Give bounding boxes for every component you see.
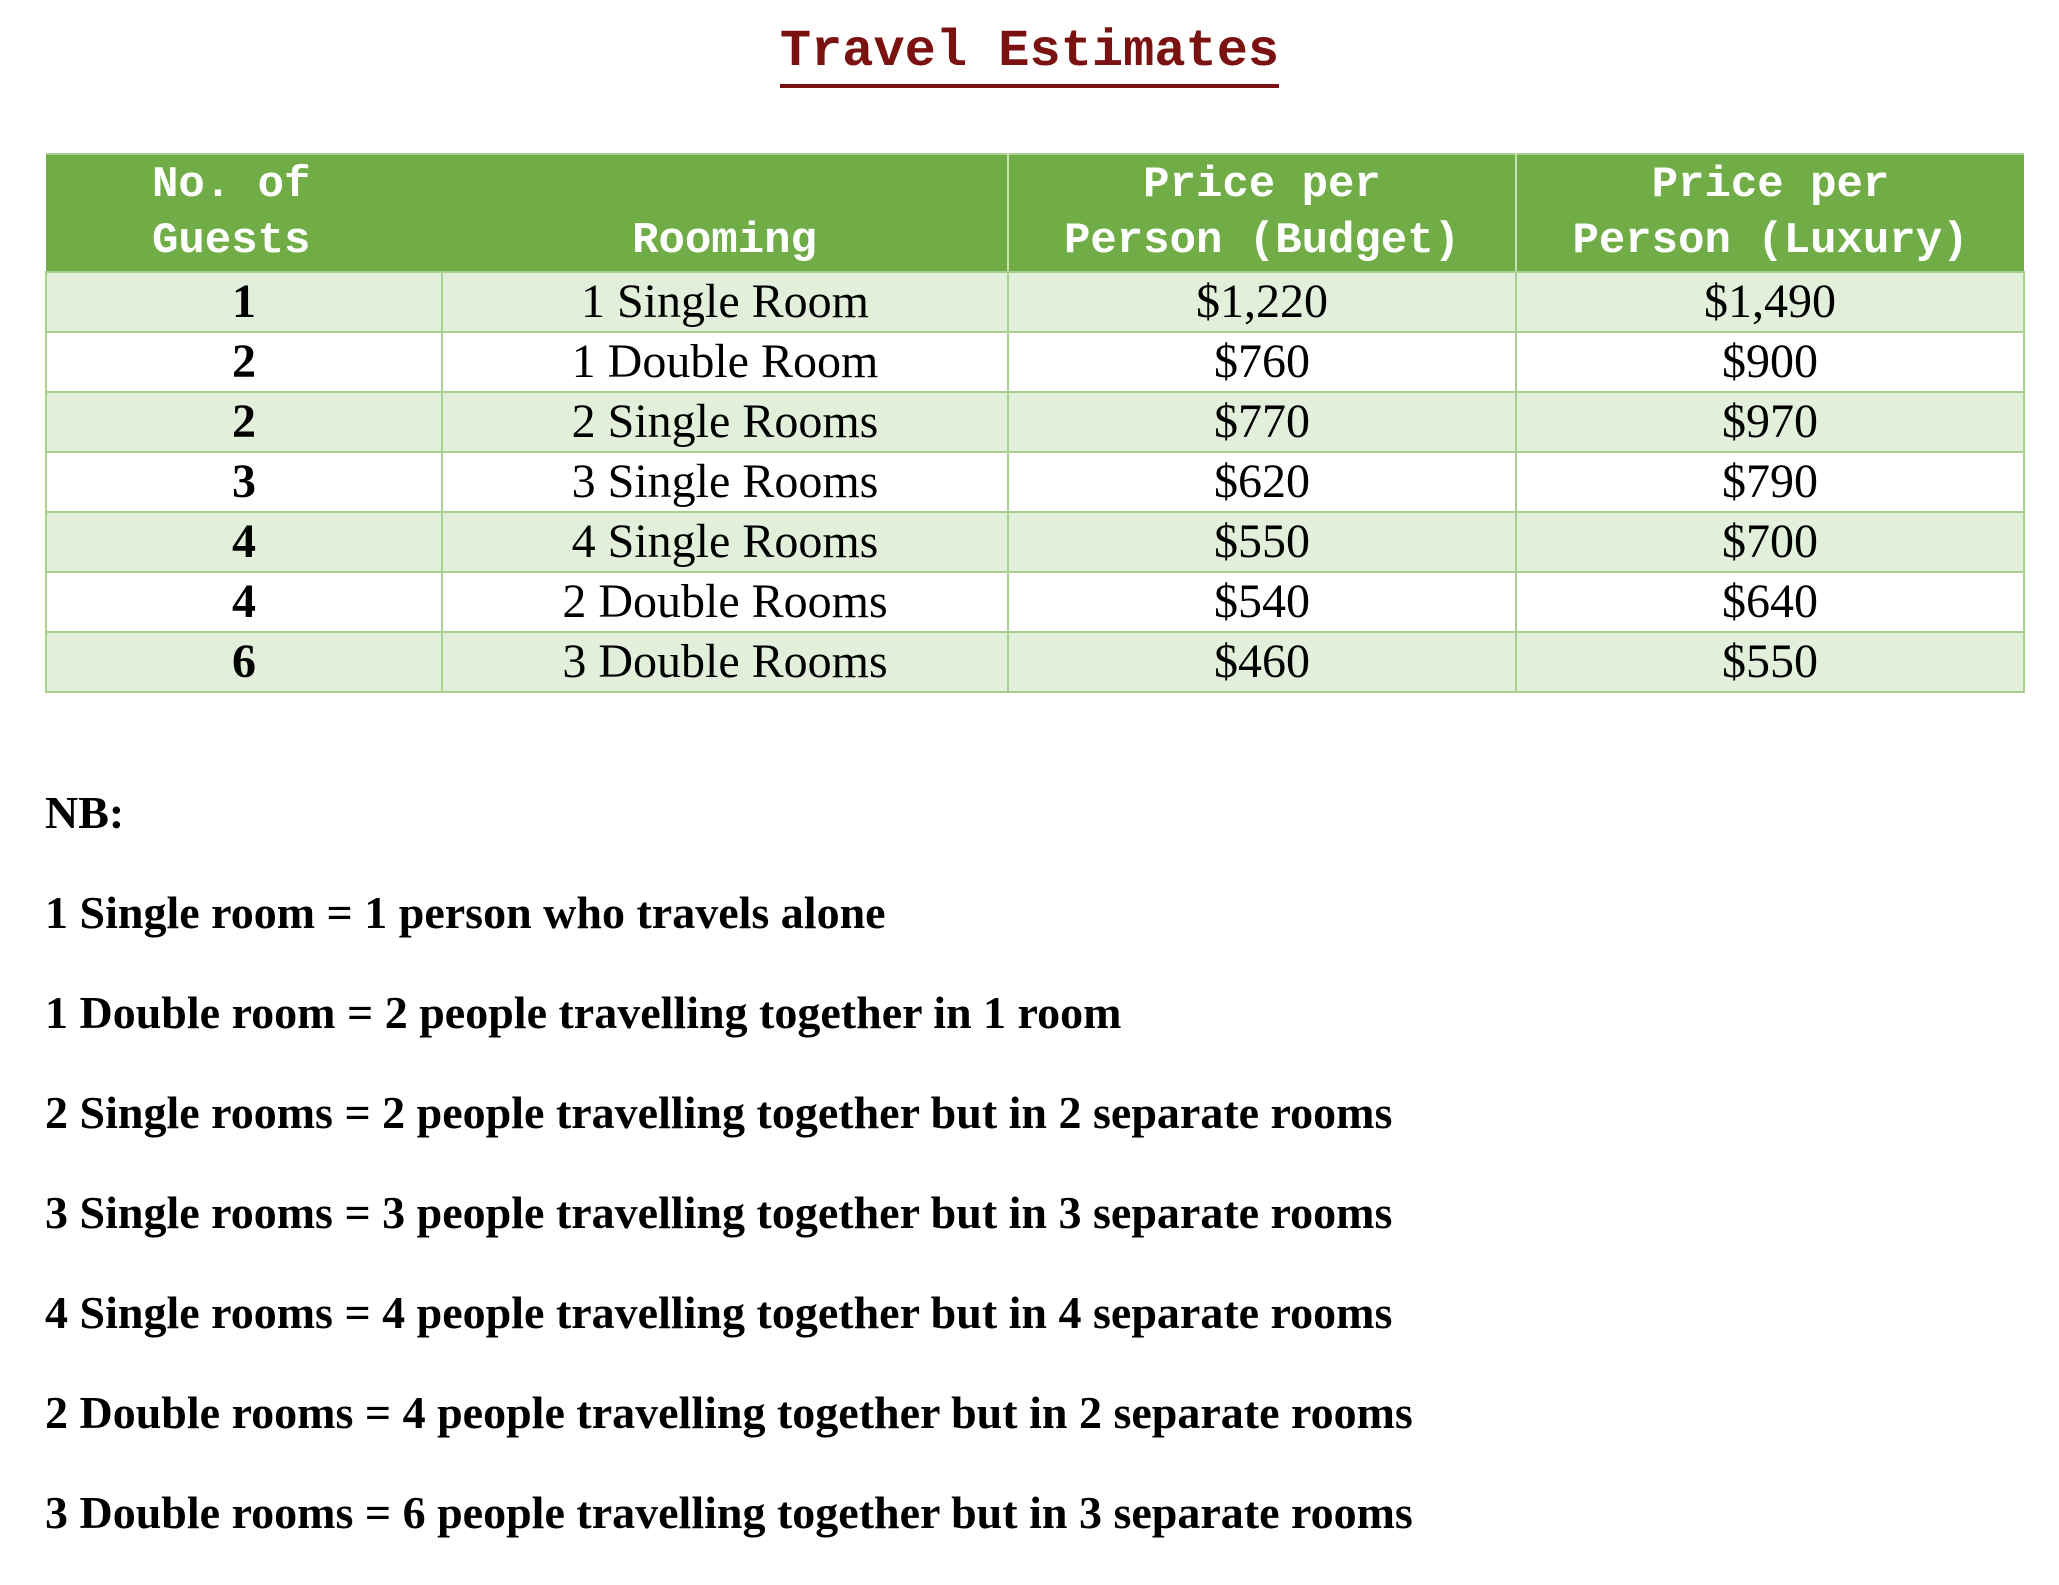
- note-line: 1 Single room = 1 person who travels alone: [45, 887, 886, 938]
- cell-guests: 6: [46, 632, 442, 692]
- cell-luxury-price: $550: [1516, 632, 2024, 692]
- page-title-text: Travel Estimates: [780, 20, 1279, 88]
- table-header-row: [46, 154, 2024, 272]
- header-rooming: [442, 154, 1008, 272]
- cell-budget-price: $760: [1008, 332, 1516, 392]
- cell-luxury-price: $640: [1516, 572, 2024, 632]
- cell-rooming: 4 Single Rooms: [442, 512, 1008, 572]
- header-guests-line-2: Guests: [152, 216, 311, 266]
- table-row: [46, 512, 2024, 572]
- header-rooming-label: Rooming: [632, 216, 817, 266]
- cell-luxury-price: $900: [1516, 332, 2024, 392]
- cell-guests: 2: [46, 392, 442, 452]
- note-line: 4 Single rooms = 4 people travelling together but in 4 separate rooms: [45, 1287, 1393, 1338]
- table-row: [46, 572, 2024, 632]
- header-guests-line-1: No. of: [152, 160, 311, 210]
- cell-budget-price: $460: [1008, 632, 1516, 692]
- notes-label: NB:: [45, 787, 125, 838]
- cell-luxury-price: $790: [1516, 452, 2024, 512]
- header-luxury-line-1: Price per: [1651, 160, 1890, 210]
- cell-budget-price: $770: [1008, 392, 1516, 452]
- cell-rooming: 3 Double Rooms: [442, 632, 1008, 692]
- cell-luxury-price: $700: [1516, 512, 2024, 572]
- cell-guests: 4: [46, 572, 442, 632]
- cell-rooming: 2 Double Rooms: [442, 572, 1008, 632]
- note-line: 3 Double rooms = 6 people travelling together but in 3 separate rooms: [45, 1487, 1413, 1538]
- cell-budget-price: $540: [1008, 572, 1516, 632]
- cell-rooming: 3 Single Rooms: [442, 452, 1008, 512]
- cell-budget-price: $620: [1008, 452, 1516, 512]
- cell-guests: 1: [46, 272, 442, 332]
- header-luxury: [1516, 154, 2024, 272]
- cell-guests: 4: [46, 512, 442, 572]
- table-row: [46, 392, 2024, 452]
- travel-estimates-table: [45, 153, 2025, 693]
- header-luxury-line-2: Person (Luxury): [1572, 216, 1969, 266]
- header-guests: [46, 154, 442, 272]
- note-line: 3 Single rooms = 3 people travelling together but in 3 separate rooms: [45, 1187, 1393, 1238]
- cell-rooming: 2 Single Rooms: [442, 392, 1008, 452]
- note-line: 2 Single rooms = 2 people travelling together but in 2 separate rooms: [45, 1087, 1393, 1138]
- cell-budget-price: $1,220: [1008, 272, 1516, 332]
- note-line: 2 Double rooms = 4 people travelling together but in 2 separate rooms: [45, 1387, 1413, 1438]
- cell-budget-price: $550: [1008, 512, 1516, 572]
- table-row: [46, 452, 2024, 512]
- note-line: 1 Double room = 2 people travelling together in 1 room: [45, 987, 1122, 1038]
- table-row: [46, 632, 2024, 692]
- page-title: [0, 20, 2059, 88]
- cell-luxury-price: $1,490: [1516, 272, 2024, 332]
- cell-guests: 2: [46, 332, 442, 392]
- cell-rooming: 1 Double Room: [442, 332, 1008, 392]
- table-row: [46, 272, 2024, 332]
- cell-guests: 3: [46, 452, 442, 512]
- header-budget-line-2: Person (Budget): [1063, 216, 1461, 266]
- table-row: [46, 332, 2024, 392]
- header-budget-line-1: Price per: [1143, 160, 1381, 210]
- notes-section: [45, 785, 1413, 1585]
- header-budget: [1008, 154, 1516, 272]
- cell-luxury-price: $970: [1516, 392, 2024, 452]
- cell-rooming: 1 Single Room: [442, 272, 1008, 332]
